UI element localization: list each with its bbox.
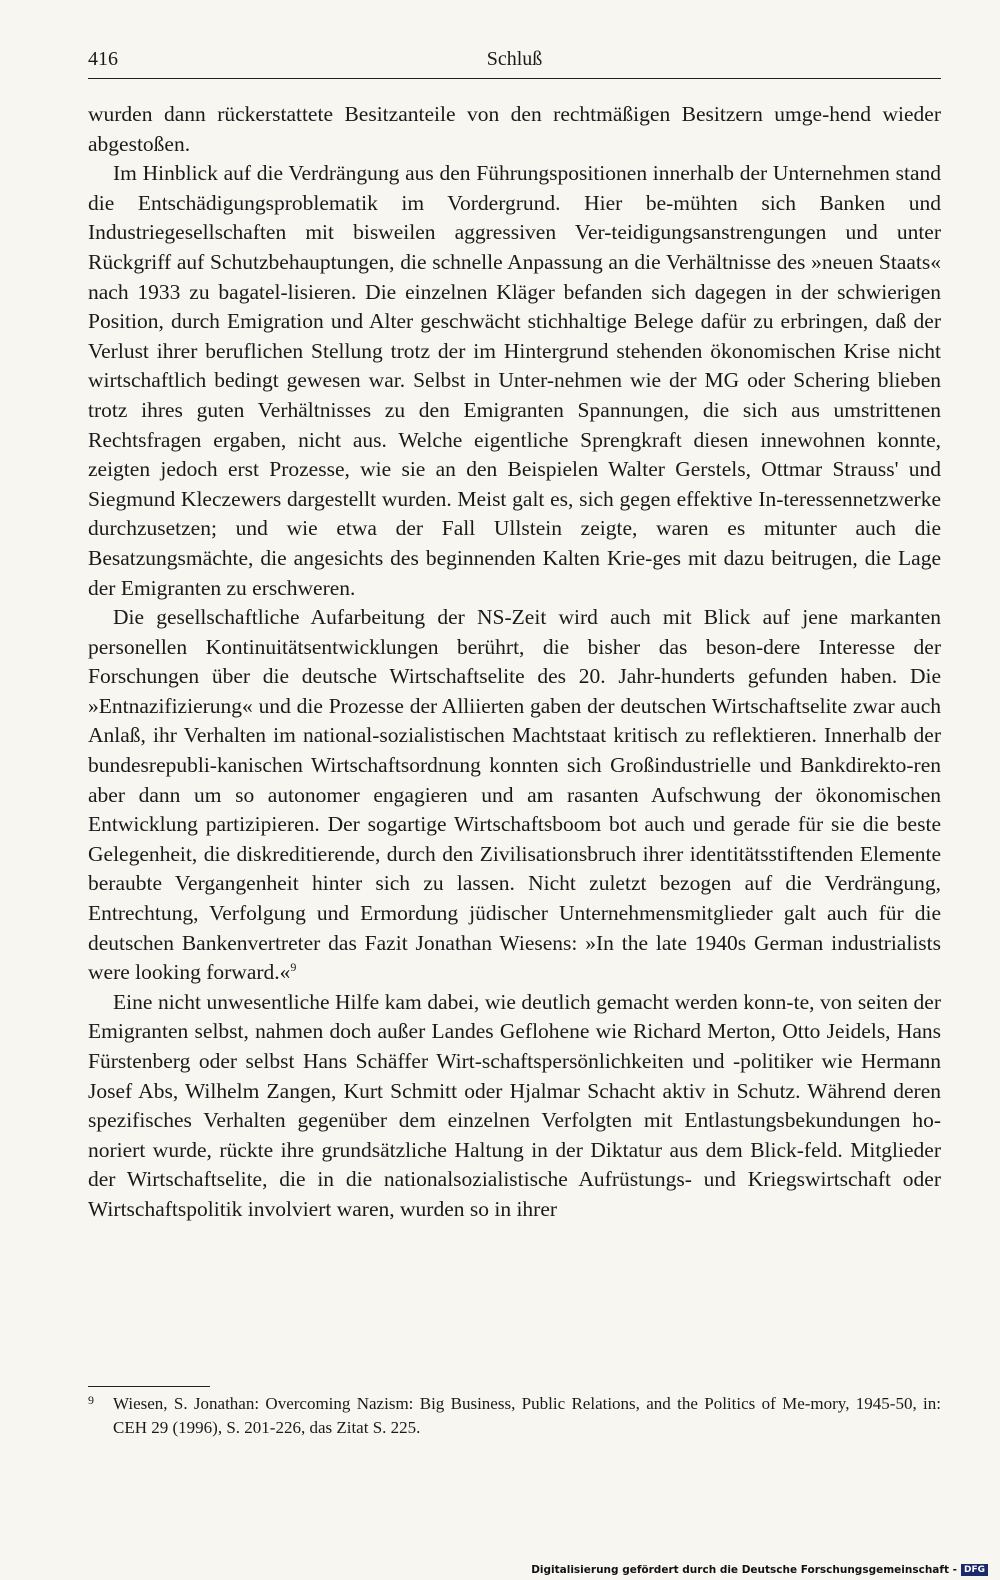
paragraph-3-text: Die gesellschaftliche Aufarbeitung der NS-Zeit wird auch mit Blick auf jene markanten personellen Kontinuitätsentwicklungen berührt, die bisher das beson-dere Interesse der Forschungen über die deutsche Wirtschaftselite des 20. Jahr-hunderts gefunden haben. Die »Entnazifizierung« und die Prozesse der Alliierten gaben der deutschen Wirtschaftselite zwar auch Anlaß, ihr Verhalten im national-sozialistischen Machtstaat kritisch zu reflektieren. Innerhalb der bundesrepubli-kanischen Wirtschaftsordnung konnten sich Großindustrielle und Bankdirekto-ren aber dann um so autonomer engagieren und am rasanten Aufschwung der ökonomischen Entwicklung partizipieren. Der sogartige Wirtschaftsboom bot auch und gerade für sie die beste Gelegenheit, die diskreditierende, durch den Zivilisationsbruch ihrer identitätsstiftenden Elemente beraubte Vergangenheit hinter sich zu lassen. Nicht zuletzt bezogen auf die Verdrängung, Entrechtung, Verfolgung und Ermordung jüdischer Unternehmensmitglieder galt auch für die deutschen Bankenvertreter das Fazit Jonathan Wiesens: »In the late 1940s German industrialists were looking forward.« — [88, 605, 941, 985]
credit-text: Digitalisierung gefördert durch die Deutsche Forschungsgemeinschaft - — [531, 1564, 957, 1576]
paragraph-3 — [88, 603, 941, 988]
paragraph-4: Eine nicht unwesentliche Hilfe kam dabei, wie deutlich gemacht werden konn-te, von seiten der Emigranten selbst, nahmen doch außer Landes Geflohene wie Richard Merton, Otto Jeidels, Hans Fürstenberg oder selbst Hans Schäffer Wirt-schaftspersönlichkeiten und -politiker wie Hermann Josef Abs, Wilhelm Zangen, Kurt Schmitt oder Hjalmar Schacht aktiv in Schutz. Während deren spezifisches Verhalten gegenüber dem einzelnen Verfolgten mit Entlastungsbekundungen ho-noriert wurde, rückte ihre grundsätzliche Haltung in der Diktatur aus dem Blick-feld. Mitglieder der Wirtschaftselite, die in die nationalsozialistische Aufrüstungs- und Kriegswirtschaft oder Wirtschaftspolitik involviert waren, wurden so in ihrer — [88, 989, 941, 1221]
footnote — [88, 1392, 941, 1440]
running-title: Schluß — [486, 48, 543, 70]
digitization-credit — [531, 1564, 988, 1576]
footnote-divider — [88, 1386, 210, 1387]
page-number: 416 — [88, 48, 118, 70]
page-header — [88, 46, 941, 79]
footnote-text: Wiesen, S. Jonathan: Overcoming Nazism: Big Business, Public Relations, and the Politics of Me-mory, 1945-50, in: CEH 29 (1996), S. 201-226, das Zitat S. 225. — [113, 1394, 941, 1437]
paragraph-1: wurden dann rückerstattete Besitzanteile von den rechtmäßigen Besitzern umge-hend wieder abgestoßen. — [88, 102, 941, 156]
dfg-logo: DFG — [961, 1564, 988, 1576]
footnote-number: 9 — [88, 1393, 94, 1407]
footnote-reference[interactable]: 9 — [290, 960, 297, 975]
body-text — [88, 100, 941, 1225]
paragraph-2: Im Hinblick auf die Verdrängung aus den Führungspositionen innerhalb der Unternehmen stand die Entschädigungsproblematik im Vordergrund. Hier be-mühten sich Banken und Industriegesellschaften mit bisweilen aggressiven Ver-teidigungsanstrengungen und unter Rückgriff auf Schutzbehauptungen, die schnelle Anpassung an die Verhältnisse des »neuen Staats« nach 1933 zu bagatel-lisieren. Die einzelnen Kläger befanden sich dagegen in der schwierigen Position, durch Emigration und Alter geschwächt stichhaltige Belege dafür zu erbringen, daß der Verlust ihrer beruflichen Stellung trotz der im Hintergrund stehenden ökonomischen Krise nicht wirtschaftlich bedingt gewesen war. Selbst in Unter-nehmen wie der MG oder Schering blieben trotz ihres guten Verhältnisses zu den Emigranten Spannungen, die sich aus umstrittenen Rechtsfragen ergaben, nicht aus. Welche eigentliche Sprengkraft diesen innewohnen konnte, zeigten jedoch erst Prozesse, wie sie an den Beispielen Walter Gerstels, Ottmar Strauss' und Siegmund Kleczewers dargestellt wurden. Meist galt es, sich gegen effektive In-teressennetzwerke durchzusetzen; und wie etwa der Fall Ullstein zeigte, waren es mitunter auch die Besatzungsmächte, die angesichts des beginnenden Kalten Krie-ges mit dazu beitrugen, die Lage der Emigranten zu erschweren. — [88, 161, 941, 600]
